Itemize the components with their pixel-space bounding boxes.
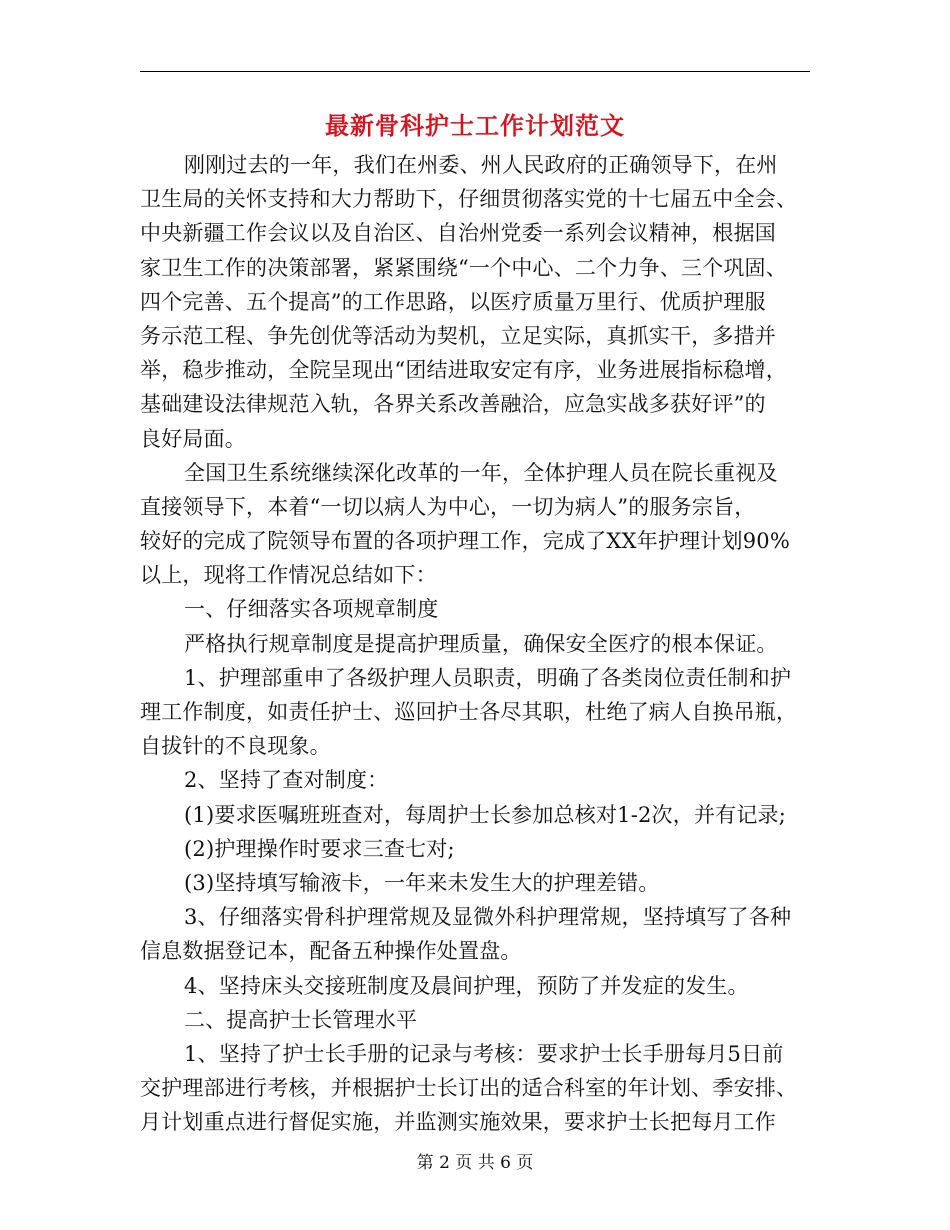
document-title: 最新骨科护士工作计划范文 xyxy=(325,112,625,140)
text-line: 理工作制度，如责任护士、巡回护士各尽其职，杜绝了病人自换吊瓶， xyxy=(140,700,798,724)
page-number: 第 2 页 共 6 页 xyxy=(416,1153,534,1173)
text-line: 举，稳步推动，全院呈现出“团结进取安定有序，业务进展指标稳增， xyxy=(140,358,787,383)
text-line: 基础建设法律规范入轨，各界关系改善融洽，应急实战多获好评”的 xyxy=(140,392,766,417)
text-line: 刚刚过去的一年，我们在州委、州人民政府的正确领导下，在州 xyxy=(184,153,778,177)
text-line: 3、仔细落实骨科护理常规及显微外科护理常规，坚持填写了各种 xyxy=(184,905,792,930)
text-line: (3)坚持填写输液卡，一年来未发生大的护理差错。 xyxy=(184,870,660,895)
text-line: 严格执行规章制度是提高护理质量，确保安全医疗的根本保证。 xyxy=(184,631,778,656)
text-line: 中央新疆工作会议以及自治区、自治州党委一系列会议精神，根据国 xyxy=(140,221,776,246)
text-line: 卫生局的关怀支持和大力帮助下，仔细贯彻落实党的十七届五中全会、 xyxy=(140,187,798,212)
text-line: 4、坚持床头交接班制度及晨间护理，预防了并发症的发生。 xyxy=(184,973,749,998)
text-line: 直接领导下，本着“一切以病人为中心，一切为病人”的服务宗旨， xyxy=(140,494,756,519)
text-line: 较好的完成了院领导布置的各项护理工作，完成了XX年护理计划90% xyxy=(140,529,790,554)
text-line: 月计划重点进行督促实施，并监测实施效果，要求护士长把每月工作 xyxy=(140,1110,776,1135)
text-line: (2)护理操作时要求三查七对; xyxy=(184,836,455,861)
text-line: 2、坚持了查对制度： xyxy=(184,768,389,793)
text-line: (1)要求医嘱班班查对，每周护士长参加总核对1-2次，并有记录; xyxy=(184,802,787,827)
text-line: 1、坚持了护士长手册的记录与考核：要求护士长手册每月5日前 xyxy=(184,1041,784,1066)
text-line: 务示范工程、争先创优等活动为契机，立足实际，真抓实干，多措并 xyxy=(140,323,776,348)
text-line: 1、护理部重申了各级护理人员职责，明确了各类岗位责任制和护 xyxy=(184,665,792,690)
text-line: 全国卫生系统继续深化改革的一年，全体护理人员在院长重视及 xyxy=(184,460,778,485)
text-line: 一、仔细落实各项规章制度 xyxy=(184,597,439,622)
text-line: 四个完善、五个提高”的工作思路，以医疗质量万里行、优质护理服 xyxy=(140,289,766,314)
header-rule xyxy=(140,71,810,72)
text-line: 家卫生工作的决策部署，紧紧围绕“一个中心、二个力争、三个巩固、 xyxy=(140,255,787,280)
text-line: 信息数据登记本，配备五种操作处置盘。 xyxy=(140,939,522,964)
text-line: 以上，现将工作情况总结如下： xyxy=(140,563,437,588)
text-line: 自拔针的不良现象。 xyxy=(140,734,331,759)
text-line: 交护理部进行考核，并根据护士长订出的适合科室的年计划、季安排、 xyxy=(140,1076,798,1101)
text-line: 良好局面。 xyxy=(140,426,246,451)
document-body xyxy=(140,148,820,1139)
text-line: 二、提高护士长管理水平 xyxy=(184,1007,418,1032)
